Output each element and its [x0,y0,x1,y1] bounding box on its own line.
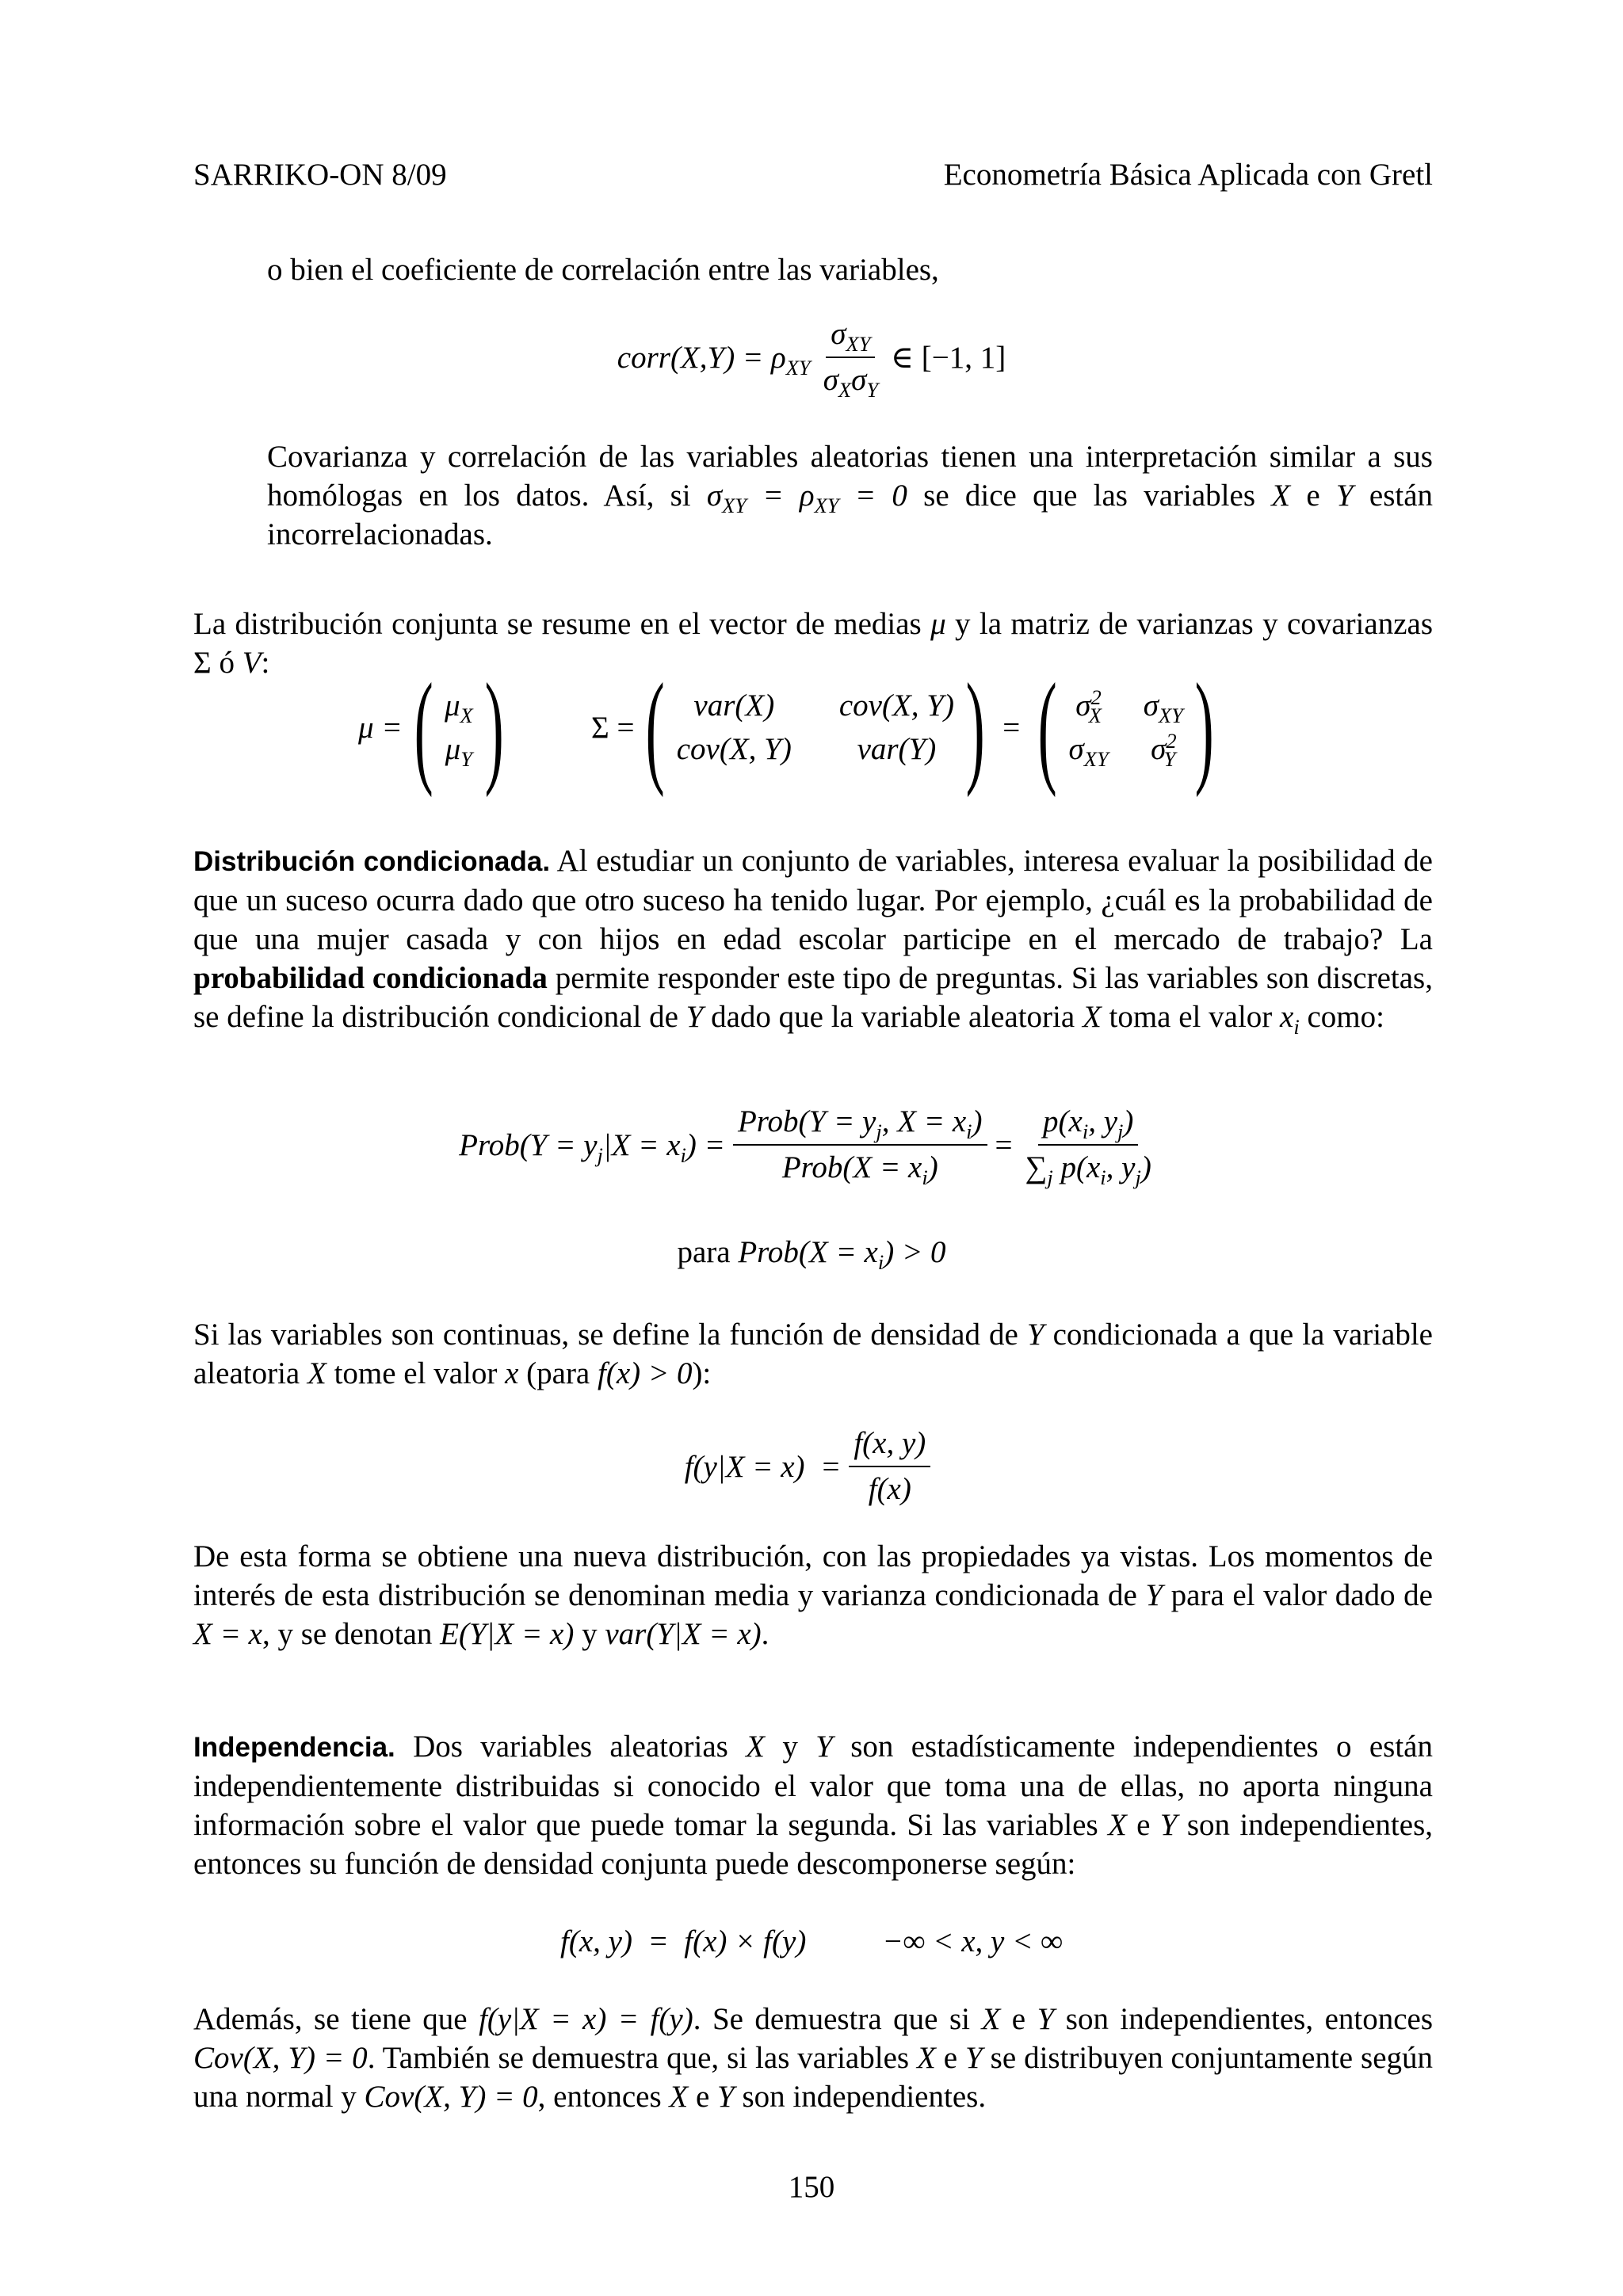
prob-fraction-1 [733,1104,987,1189]
cond-text-4: toma el valor [1101,1000,1281,1034]
indep-rhs: −∞ < x, y < ∞ [882,1924,1063,1958]
fin-y3: Y [717,2080,735,2114]
sigma-lhs: Σ = [591,710,635,745]
fin-text-8: , entonces [537,2080,670,2114]
cond-bold-term: probabilidad condicionada [193,961,548,995]
cond-x: X [1082,1000,1102,1034]
left-paren: ( [646,657,666,798]
fin-m2: Cov(X, Y) = 0 [193,2041,368,2075]
cont-y: Y [1026,1318,1044,1352]
ind-text-4: e [1126,1808,1160,1842]
fin-x: X [981,2002,1001,2036]
equation-condition [0,1233,1623,1272]
prob-num2-sub2: j [1117,1119,1124,1143]
mu-lhs: μ = [358,710,403,745]
cond-text-5: como: [1299,1000,1384,1034]
fin-text-10: son independientes. [734,2080,987,2114]
r22-sup: 2 [1166,729,1177,753]
cont-text-2: condicionada a que la variable aleatoria [193,1318,1433,1390]
equation-conditional-probability [0,1104,1623,1189]
fin-y: Y [1037,2002,1055,2036]
fin-text-6: e [935,2041,966,2075]
eq-corr-rhs: ∈ [−1, 1] [891,340,1006,375]
equation-conditional-density [0,1426,1623,1507]
cov-var-y: Y [1335,479,1354,513]
cov-conj: e [1290,479,1336,513]
ind-y: Y [815,1730,833,1764]
cont-text-4: (para [518,1356,598,1390]
fin-text-3: e [1000,2002,1037,2036]
prob-num1-c: ) [972,1104,983,1138]
intro-text: o bien el coeficiente de correlación entre las variables, [267,253,939,287]
fin-x3: X [669,2080,689,2114]
ind-x2: X [1108,1808,1127,1842]
paragraph-conditional [193,841,1433,1039]
cont-text-3: tome el valor [326,1356,506,1390]
fin-text-4: son independientes, entonces [1054,2002,1434,2036]
prob-num2-b: , y [1088,1104,1118,1138]
paragraph-covariance [267,437,1433,554]
mom-text-3: , y se denotan [262,1617,441,1651]
prob-num1-sub: j [876,1119,882,1143]
prob-lhs: Prob(Y = y [459,1127,598,1162]
cond-xi: x [1280,1000,1294,1034]
prob-den2: p(x [1052,1150,1101,1184]
cont-text-5: ): [692,1356,712,1390]
equation-matrices [0,657,1623,798]
mom-text-1: De esta forma se obtiene una nueva distribución, con las propiedades ya vistas. Los momentos de interés de esta distribución se denominan media y varianza condicionada de [193,1539,1433,1612]
prob-den1-c: ) [927,1150,938,1184]
prob-num2-sub: i [1082,1119,1089,1143]
section-heading-conditional: Distribución condicionada. [193,846,551,877]
r11-sup: 2 [1090,685,1102,709]
density-num: f(x, y) [849,1426,930,1467]
prob-fraction-2 [1021,1104,1156,1189]
cont-xv: x [505,1356,519,1390]
prob-equals: = [995,1127,1013,1162]
fin-y2: Y [965,2041,983,2075]
cov-math-1: σ [706,479,723,513]
prob-den1: Prob(X = x [781,1150,922,1184]
prob-lhs-sub: j [597,1142,603,1167]
mom-e: E(Y|X = x) [440,1617,575,1651]
cond-y: Y [685,1000,704,1034]
paragraph-final [193,2000,1433,2116]
mom-y: Y [1145,1578,1163,1612]
sum-symbol: ∑ [1025,1150,1048,1184]
left-paren: ( [1037,657,1057,798]
prob-num1: Prob(Y = y [737,1104,876,1138]
cond-text-2: permite responder este tipo de preguntas. Si las variables son discretas, se define la distribución condicional de [193,961,1433,1034]
prob-den2-sub2: i [1100,1165,1106,1189]
r21-sub: XY [1083,746,1109,771]
covariance-matrix [591,657,1225,798]
ind-text-5: son independientes, entonces su función de densidad conjunta puede descomponerse según: [193,1808,1434,1881]
sigma-12: cov(X, Y) [838,688,954,723]
ind-text-2: y [764,1730,816,1764]
eq-corr-lhs: corr(X,Y) = ρ [617,340,786,375]
ind-text-3: son estadísticamente independientes o están independientemente distribuidas si conocido el valor que toma una de ellas, no aporta ninguna información sobre el valor que puede tomar la segunda. Si las variables [193,1730,1433,1842]
prob-den2-sub: j [1047,1165,1053,1189]
equation-independence [0,1922,1623,1961]
density-den: f(x) [868,1472,911,1506]
mu-2: μ [445,732,461,766]
running-header-left: SARRIKO-ON 8/09 [193,158,447,192]
mu-1: μ [444,688,460,723]
indep-lhs: f(x, y) = f(x) × f(y) [560,1924,807,1958]
fin-text-1: Además, se tiene que [193,2002,479,2036]
r12-sub: XY [1158,703,1183,727]
sigma-22: var(Y) [857,732,937,766]
mom-text-2: para el valor dado de [1163,1578,1433,1612]
mom-text-4: y [574,1617,605,1651]
cov-math-3: = 0 [838,479,907,513]
prob-lhs-b: |X = x [602,1127,681,1162]
eq-corr-num: σ [831,317,846,351]
prob-num1-sub2: i [966,1119,972,1143]
fin-x2: X [917,2041,936,2075]
left-paren: ( [414,657,433,798]
joint-sigma: Σ [193,646,212,680]
prob-num2: p(x [1043,1104,1083,1138]
density-fraction [849,1426,930,1507]
eq-corr-den-b: σ [851,363,867,397]
paragraph-continuous [193,1315,1433,1393]
joint-v: V [242,646,262,680]
paragraph-independence [193,1727,1433,1883]
sigma-21: cov(X, Y) [676,732,792,766]
ind-text-1: Dos variables aleatorias [395,1730,747,1764]
prob-den1-sub: i [922,1165,928,1189]
cov-text-3: están incorrelacionadas. [267,479,1434,551]
cov-var-x: X [1271,479,1291,513]
r22: σ [1151,732,1167,766]
r22-sub: Y [1163,746,1176,771]
mu-1-sub: X [460,703,473,727]
running-header-right: Econometría Básica Aplicada con Gretl [943,158,1433,192]
cov-text-1: Covarianza y correlación de las variables aleatorias tienen una interpretación similar a sus homólogas en los datos. Así, si [267,440,1433,513]
cond-xi-sub: i [1293,1014,1300,1039]
fin-text-9: e [688,2080,718,2114]
fin-text-2: . Se demuestra que si [693,2002,982,2036]
mu-2-sub: Y [460,746,472,771]
mom-xeq: X = x [193,1617,262,1651]
joint-text-3: ó [211,646,242,680]
cond-text-3: dado que la variable aleatoria [703,1000,1083,1034]
r21: σ [1068,732,1084,766]
cov-math-1-sub: XY [722,493,747,517]
eq-corr-den-a-sub: X [838,377,852,402]
cont-x: X [307,1356,327,1390]
eq-corr-den-b-sub: Y [866,377,879,402]
cov-text-2: se dice que las variables [907,479,1272,513]
right-paren: ) [1194,657,1214,798]
cont-fx: f(x) > 0 [598,1356,693,1390]
mean-vector [358,657,515,798]
cont-text-1: Si las variables son continuas, se define la función de densidad de [193,1318,1027,1352]
para-rest: ) > 0 [884,1235,946,1269]
r11: σ [1075,688,1091,723]
fin-text-7: se distribuyen conjuntamente según una normal y [193,2041,1434,2114]
mom-text-5: . [761,1617,769,1651]
para-word: para [677,1235,739,1269]
eq-corr-lhs-sub: XY [785,355,811,379]
paragraph-moments [193,1537,1433,1653]
fin-m1: f(y|X = x) = f(y) [479,2002,693,2036]
para-math: Prob(X = x [738,1235,878,1269]
prob-den2-c: ) [1140,1150,1151,1184]
joint-mu: μ [930,607,946,641]
joint-text-2: y la matriz de varianzas y covarianzas [945,607,1433,641]
prob-num1-b: , X = x [881,1104,967,1138]
prob-num2-c: ) [1123,1104,1134,1138]
right-paren: ) [965,657,985,798]
cov-math-2-sub: XY [814,493,839,517]
mom-v: var(Y|X = x) [605,1617,762,1651]
fin-text-5: . También se demuestra que, si las variables [367,2041,918,2075]
prob-lhs-c: ) = [685,1127,725,1162]
right-paren: ) [484,657,504,798]
cov-math-2: = ρ [747,479,815,513]
section-heading-independence: Independencia. [193,1732,395,1763]
correlation-fraction [819,317,883,402]
fin-m3: Cov(X, Y) = 0 [364,2080,538,2114]
joint-text-4: : [261,646,270,680]
r12: σ [1143,688,1159,723]
ind-y2: Y [1159,1808,1178,1842]
equation-correlation [0,317,1623,402]
prob-den2-b: , y [1106,1150,1136,1184]
joint-text-1: La distribución conjunta se resume en el vector de medias [193,607,931,641]
ind-x: X [746,1730,765,1764]
matrix-equals: = [1002,710,1021,745]
density-lhs: f(y|X = x) = [684,1449,842,1484]
eq-corr-num-sub: XY [846,331,871,356]
prob-lhs-sub2: i [680,1142,686,1167]
eq-corr-den-a: σ [823,363,838,397]
cond-text-1: Al estudiar un conjunto de variables, interesa evaluar la posibilidad de que un suceso ocurra dado que otro suceso ha tenido lugar. Por ejemplo, ¿cuál es la probabilidad de que una mujer casada y con hijos en edad escolar participe en el mercado de trabajo? La [193,844,1433,956]
sigma-11: var(X) [693,688,775,723]
page-number: 150 [788,2170,835,2204]
para-sub: i [877,1249,884,1274]
prob-den2-sub3: j [1135,1165,1141,1189]
r11-sub: X [1088,703,1102,727]
